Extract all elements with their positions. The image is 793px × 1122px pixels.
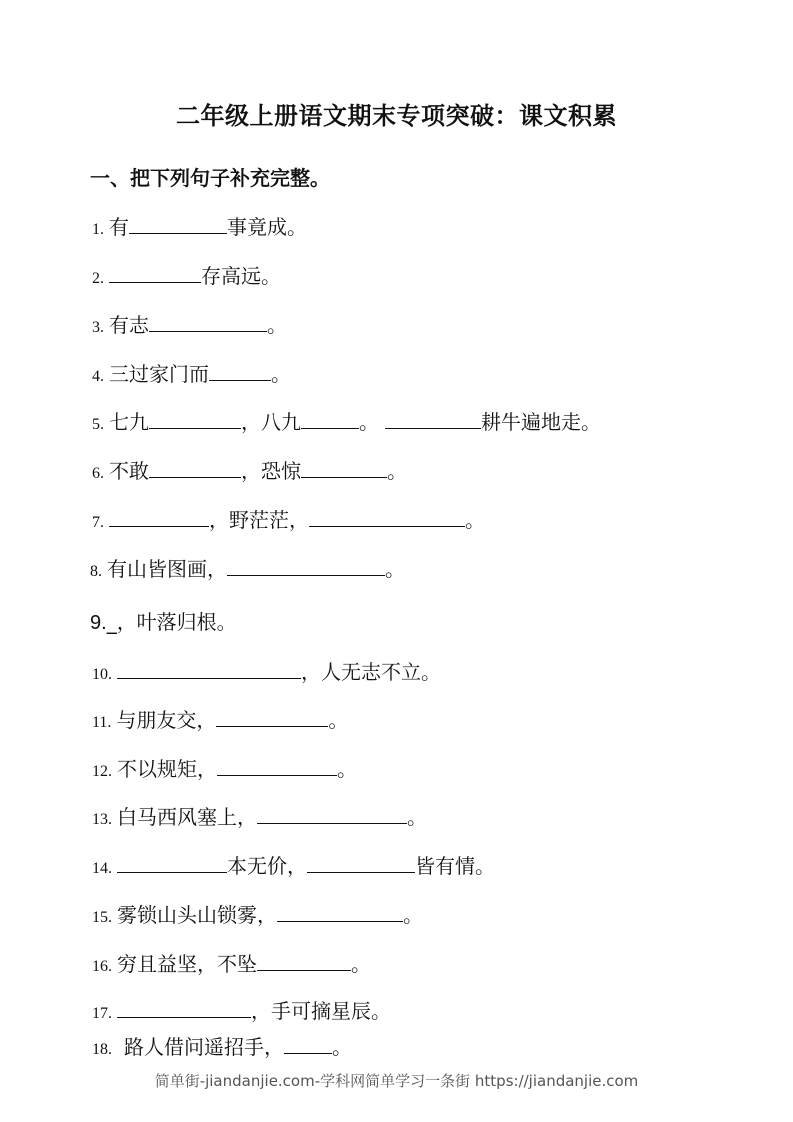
item-number: 5. [92, 416, 104, 433]
answer-blank[interactable] [301, 408, 359, 429]
item-number: 3. [92, 319, 104, 336]
answer-blank[interactable] [277, 901, 403, 922]
answer-blank[interactable] [117, 997, 251, 1018]
answer-blank[interactable] [307, 852, 415, 873]
list-item [92, 950, 371, 981]
item-number: 13. [92, 811, 112, 828]
answer-blank[interactable] [216, 706, 328, 727]
item-text: 本无价， [227, 854, 307, 878]
page-title: 二年级上册语文期末专项突破：课文积累 [176, 102, 617, 130]
item-text: 。 [407, 805, 427, 829]
item-number: 4. [92, 368, 104, 385]
list-item [90, 555, 405, 586]
item-text: 不敢 [109, 459, 149, 483]
answer-blank[interactable] [217, 755, 337, 776]
item-number: 10. [92, 666, 112, 683]
list-item [92, 658, 441, 689]
item-text: 穷且益坚，不坠 [117, 952, 257, 976]
item-text: ，人无志不立。 [301, 660, 441, 684]
item-number: 7. [92, 514, 104, 531]
answer-blank[interactable] [109, 262, 201, 283]
item-text: 。 [332, 1035, 352, 1059]
item-number: 1. [92, 221, 104, 238]
item-text: 。 [267, 313, 287, 337]
item-text: 事竟成。 [227, 215, 307, 239]
item-text: 三过家门而 [109, 362, 209, 386]
item-text: 耕牛遍地走。 [481, 410, 601, 434]
item-text: 皆有情。 [415, 854, 495, 878]
item-text: 。 [403, 903, 423, 927]
answer-blank[interactable] [149, 311, 267, 332]
item-text: ，手可摘星辰。 [251, 999, 391, 1023]
list-item [92, 360, 291, 391]
answer-blank[interactable] [117, 658, 301, 679]
item-number: 18. [92, 1041, 112, 1058]
item-text: 有山皆图画， [107, 557, 227, 581]
item-text: 。 [359, 410, 379, 434]
list-item [90, 608, 237, 637]
item-text: 。 [387, 459, 407, 483]
answer-blank[interactable] [209, 360, 271, 381]
answer-blank[interactable] [257, 950, 351, 971]
item-text: ，野茫茫， [209, 508, 309, 532]
item-number: 2. [92, 270, 104, 287]
item-text: 与朋友交， [116, 708, 217, 732]
list-item [92, 1033, 352, 1064]
item-text: 。 [465, 508, 485, 532]
item-number: 6. [92, 465, 104, 482]
answer-blank[interactable] [385, 408, 481, 429]
footer-watermark: 简单街-jiandanjie.com-学科网简单学习一条街 https://jiandanjie.com [154, 1072, 639, 1090]
item-text: 路人借问遥招手， [124, 1035, 284, 1059]
item-number: 15. [92, 909, 112, 926]
list-item [92, 803, 427, 834]
answer-blank[interactable] [149, 408, 241, 429]
item-text: 。 [385, 557, 405, 581]
answer-blank[interactable] [257, 803, 407, 824]
list-item [92, 997, 391, 1028]
item-number: 11. [92, 714, 112, 731]
item-text: 有志 [109, 313, 149, 337]
answer-blank[interactable] [149, 457, 241, 478]
item-number: 8. [90, 563, 102, 580]
item-text: ，八九 [241, 410, 301, 434]
item-number: 16. [92, 958, 112, 975]
list-item [92, 706, 348, 737]
list-item [92, 408, 601, 439]
item-text: 。 [328, 708, 349, 732]
list-item [92, 506, 485, 537]
answer-blank[interactable] [309, 506, 465, 527]
list-item [92, 262, 281, 293]
item-text: 存高远。 [201, 264, 281, 288]
answer-blank[interactable] [284, 1033, 332, 1054]
item-text: 。 [337, 757, 357, 781]
answer-blank[interactable] [109, 506, 209, 527]
list-item [92, 457, 407, 488]
list-item [92, 311, 287, 342]
item-text: 有 [109, 215, 129, 239]
item-text: 白马西风塞上， [117, 805, 257, 829]
item-number: 17. [92, 1005, 112, 1022]
item-text: 。 [351, 952, 371, 976]
list-item [92, 755, 357, 786]
list-item [92, 852, 495, 883]
answer-blank[interactable] [301, 457, 387, 478]
item-text: 不以规矩， [117, 757, 217, 781]
item-number: 9. [90, 612, 107, 634]
answer-blank[interactable] [227, 555, 385, 576]
item-text: ，恐惊 [241, 459, 301, 483]
item-text: 雾锁山头山锁雾， [117, 903, 277, 927]
answer-blank[interactable] [129, 213, 227, 234]
list-item [92, 901, 423, 932]
item-text: 。 [271, 362, 291, 386]
section-heading: 一、把下列句子补充完整。 [90, 166, 330, 190]
answer-blank[interactable] [117, 852, 227, 873]
item-number: 12. [92, 763, 112, 780]
item-text: _，叶落归根。 [106, 610, 237, 634]
list-item [92, 213, 307, 244]
item-number: 14. [92, 860, 112, 877]
item-text: 七九 [109, 410, 149, 434]
